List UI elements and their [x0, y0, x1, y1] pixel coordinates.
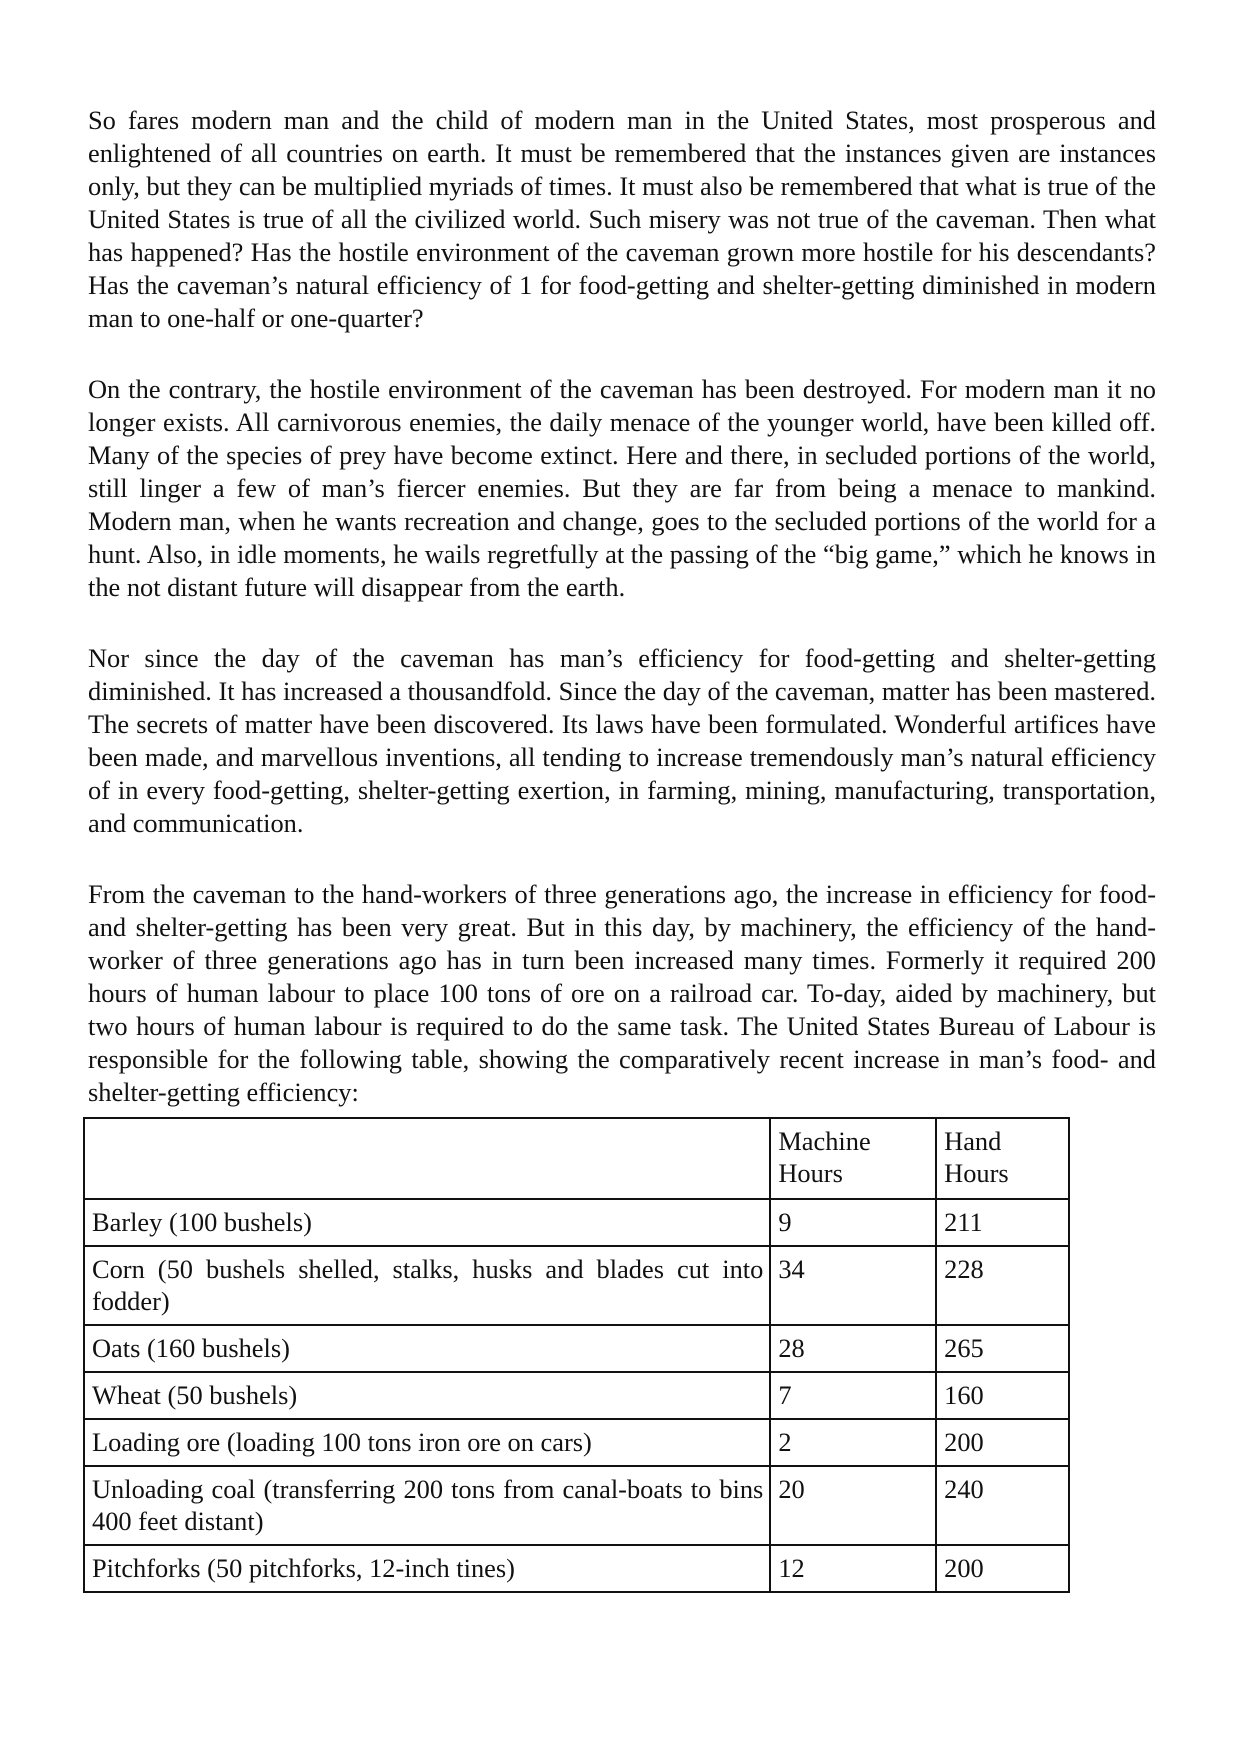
hand-hours-cell: 160 — [936, 1372, 1069, 1419]
hand-hours-cell: 228 — [936, 1246, 1069, 1325]
machine-hours-cell: 2 — [770, 1419, 936, 1466]
paragraph-2: On the contrary, the hostile environment of the caveman has been destroyed. For modern man it no longer exists. All carnivorous enemies, the daily menace of the younger world, have been killed off. Many of the species of prey have become extinct. Here and there, in secluded portions of the world, still linger a few of man’s fiercer enemies. But they are far from being a menace to mankind. Modern man, when he wants recreation and change, goes to the secluded portions of the world for a hunt. Also, in idle moments, he wails regretfully at the passing of the “big game,” which he knows in the not distant future will disappear from the earth. — [88, 374, 1156, 602]
header-machine-hours: Machine Hours — [770, 1118, 936, 1199]
table-header-row — [84, 1118, 1069, 1199]
table-row — [84, 1466, 1069, 1545]
table-row — [84, 1246, 1069, 1325]
table-row — [84, 1199, 1069, 1246]
header-task — [84, 1118, 770, 1199]
table-row — [84, 1325, 1069, 1372]
task-cell: Pitchforks (50 pitchforks, 12-inch tines) — [84, 1545, 770, 1592]
paragraph-3: Nor since the day of the caveman has man’s efficiency for food-getting and shelter-getting diminished. It has increased a thousandfold. Since the day of the caveman, matter has been mastered. The secrets of matter have been discovered. Its laws have been formulated. Wonderful artifices have been made, and marvellous inventions, all tending to increase tremendously man’s natural efficiency of in every food-getting, shelter-getting exertion, in farming, mining, manufacturing, transportation, and communication. — [88, 643, 1156, 838]
hand-hours-cell: 240 — [936, 1466, 1069, 1545]
task-cell: Unloading coal (transferring 200 tons from canal-boats to bins 400 feet distant) — [84, 1466, 770, 1545]
header-hand-hours: Hand Hours — [936, 1118, 1069, 1199]
table-row — [84, 1419, 1069, 1466]
task-cell: Barley (100 bushels) — [84, 1199, 770, 1246]
document-page — [88, 104, 1156, 1593]
machine-hours-cell: 12 — [770, 1545, 936, 1592]
hand-hours-cell: 200 — [936, 1545, 1069, 1592]
task-cell: Wheat (50 bushels) — [84, 1372, 770, 1419]
task-cell: Oats (160 bushels) — [84, 1325, 770, 1372]
machine-hours-cell: 34 — [770, 1246, 936, 1325]
machine-hours-cell: 20 — [770, 1466, 936, 1545]
machine-hours-cell: 28 — [770, 1325, 936, 1372]
hand-hours-cell: 265 — [936, 1325, 1069, 1372]
machine-hours-cell: 7 — [770, 1372, 936, 1419]
labour-efficiency-table — [83, 1117, 1070, 1593]
hand-hours-cell: 200 — [936, 1419, 1069, 1466]
machine-hours-cell: 9 — [770, 1199, 936, 1246]
paragraph-1: So fares modern man and the child of modern man in the United States, most prosperous and enlightened of all countries on earth. It must be remembered that the instances given are instances only, but they can be multiplied myriads of times. It must also be remembered that what is true of the United States is true of all the civilized world. Such misery was not true of the caveman. Then what has happened? Has the hostile environment of the caveman grown more hostile for his descendants? Has the caveman’s natural efficiency of 1 for food-getting and shelter-getting diminished in modern man to one-half or one-quarter? — [88, 105, 1156, 333]
table-row — [84, 1372, 1069, 1419]
table-row — [84, 1545, 1069, 1592]
hand-hours-cell: 211 — [936, 1199, 1069, 1246]
task-cell: Corn (50 bushels shelled, stalks, husks and blades cut into fodder) — [84, 1246, 770, 1325]
task-cell: Loading ore (loading 100 tons iron ore on cars) — [84, 1419, 770, 1466]
paragraph-4: From the caveman to the hand-workers of three generations ago, the increase in efficiency for food- and shelter-getting has been very great. But in this day, by machinery, the efficiency of the hand-worker of three generations ago has in turn been increased many times. Formerly it required 200 hours of human labour to place 100 tons of ore on a railroad car. To-day, aided by machinery, but two hours of human labour is required to do the same task. The United States Bureau of Labour is responsible for the following table, showing the comparatively recent increase in man’s food- and shelter-getting efficiency: — [88, 879, 1156, 1107]
